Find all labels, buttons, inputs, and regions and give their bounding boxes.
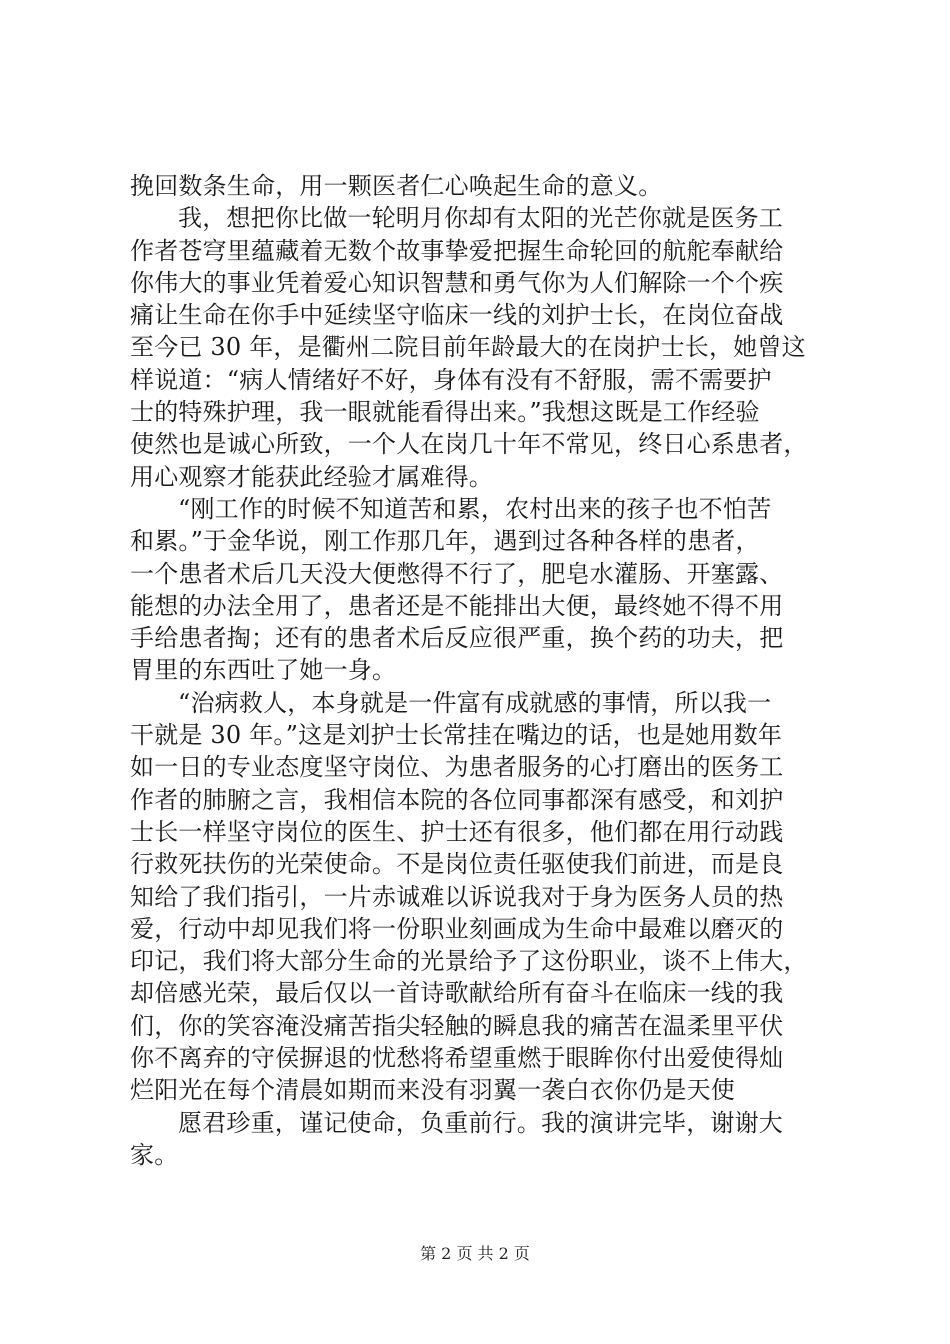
text-line: 家。: [130, 1140, 179, 1169]
text-line: 行救死扶伤的光荣使命。不是岗位责任驱使我们前进，而是良: [130, 850, 784, 879]
text-line: 作者苍穹里蕴藏着无数个故事挚爱把握生命轮回的航舵奉献给: [130, 236, 784, 265]
text-line: 至今已 30 年，是衢州二院目前年龄最大的在岗护士长，她曾这: [130, 333, 806, 362]
text-line: 干就是 30 年。”这是刘护士长常挂在嘴边的话，也是她用数年: [130, 721, 783, 750]
page-number-footer: 第 2 页 共 2 页: [420, 1244, 530, 1263]
text-line: 知给了我们指引，一片赤诚难以诉说我对于身为医务人员的热: [130, 882, 784, 911]
text-line: 士长一样坚守岗位的医生、护士还有很多，他们都在用行动践: [130, 817, 784, 846]
body-text: [130, 170, 835, 1171]
text-line: 和累。”于金华说，刚工作那几年，遇到过各种各样的患者，: [130, 527, 760, 556]
text-line: 用心观察才能获此经验才属难得。: [130, 462, 493, 491]
text-line: 痛让生命在你手中延续坚守临床一线的刘护士长，在岗位奋战: [130, 301, 784, 330]
text-line: 能想的办法全用了，患者还是不能排出大便，最终她不得不用: [130, 591, 784, 620]
text-line: 胃里的东西吐了她一身。: [130, 656, 397, 685]
text-line: 我，想把你比做一轮明月你却有太阳的光芒你就是医务工: [178, 204, 783, 233]
text-line: 爱，行动中却见我们将一份职业刻画成为生命中最难以磨灭的: [130, 914, 784, 943]
text-line: 愿君珍重，谨记使命，负重前行。我的演讲完毕，谢谢大: [178, 1108, 783, 1137]
text-line: 士的特殊护理，我一眼就能看得出来。”我想这既是工作经验: [130, 398, 760, 427]
text-line: 烂阳光在每个清晨如期而来没有羽翼一袭白衣你仍是天使: [130, 1076, 735, 1105]
text-line: 作者的肺腑之言，我相信本院的各位同事都深有感受，和刘护: [130, 785, 784, 814]
text-line: “治病救人，本身就是一件富有成就感的事情，所以我一: [178, 688, 772, 717]
text-line: 手给患者掏；还有的患者术后反应很严重，换个药的功夫，把: [130, 624, 784, 653]
text-line: 如一日的专业态度坚守岗位、为患者服务的心打磨出的医务工: [130, 753, 784, 782]
text-line: 使然也是诚心所致，一个人在岗几十年不常见，终日心系患者，: [130, 430, 808, 459]
text-line: 你伟大的事业凭着爱心知识智慧和勇气你为人们解除一个个疾: [130, 268, 784, 297]
text-line: 却倍感光荣，最后仅以一首诗歌献给所有奋斗在临床一线的我: [130, 979, 784, 1008]
text-line: 挽回数条生命，用一颗医者仁心唤起生命的意义。: [130, 172, 663, 200]
text-line: 你不离弃的守侯摒退的忧愁将希望重燃于眼眸你付出爱使得灿: [130, 1044, 784, 1073]
text-line: 印记，我们将大部分生命的光景给予了这份职业，谈不上伟大，: [130, 947, 808, 976]
text-line: 样说道：“病人情绪好不好，身体有没有不舒服，需不需要护: [130, 365, 772, 394]
text-line: 一个患者术后几天没大便憋得不行了，肥皂水灌肠、开塞露、: [130, 559, 784, 588]
text-line: 们，你的笑容淹没痛苦指尖轻触的瞬息我的痛苦在温柔里平伏: [130, 1011, 784, 1040]
text-line: “刚工作的时候不知道苦和累，农村出来的孩子也不怕苦: [178, 494, 772, 523]
